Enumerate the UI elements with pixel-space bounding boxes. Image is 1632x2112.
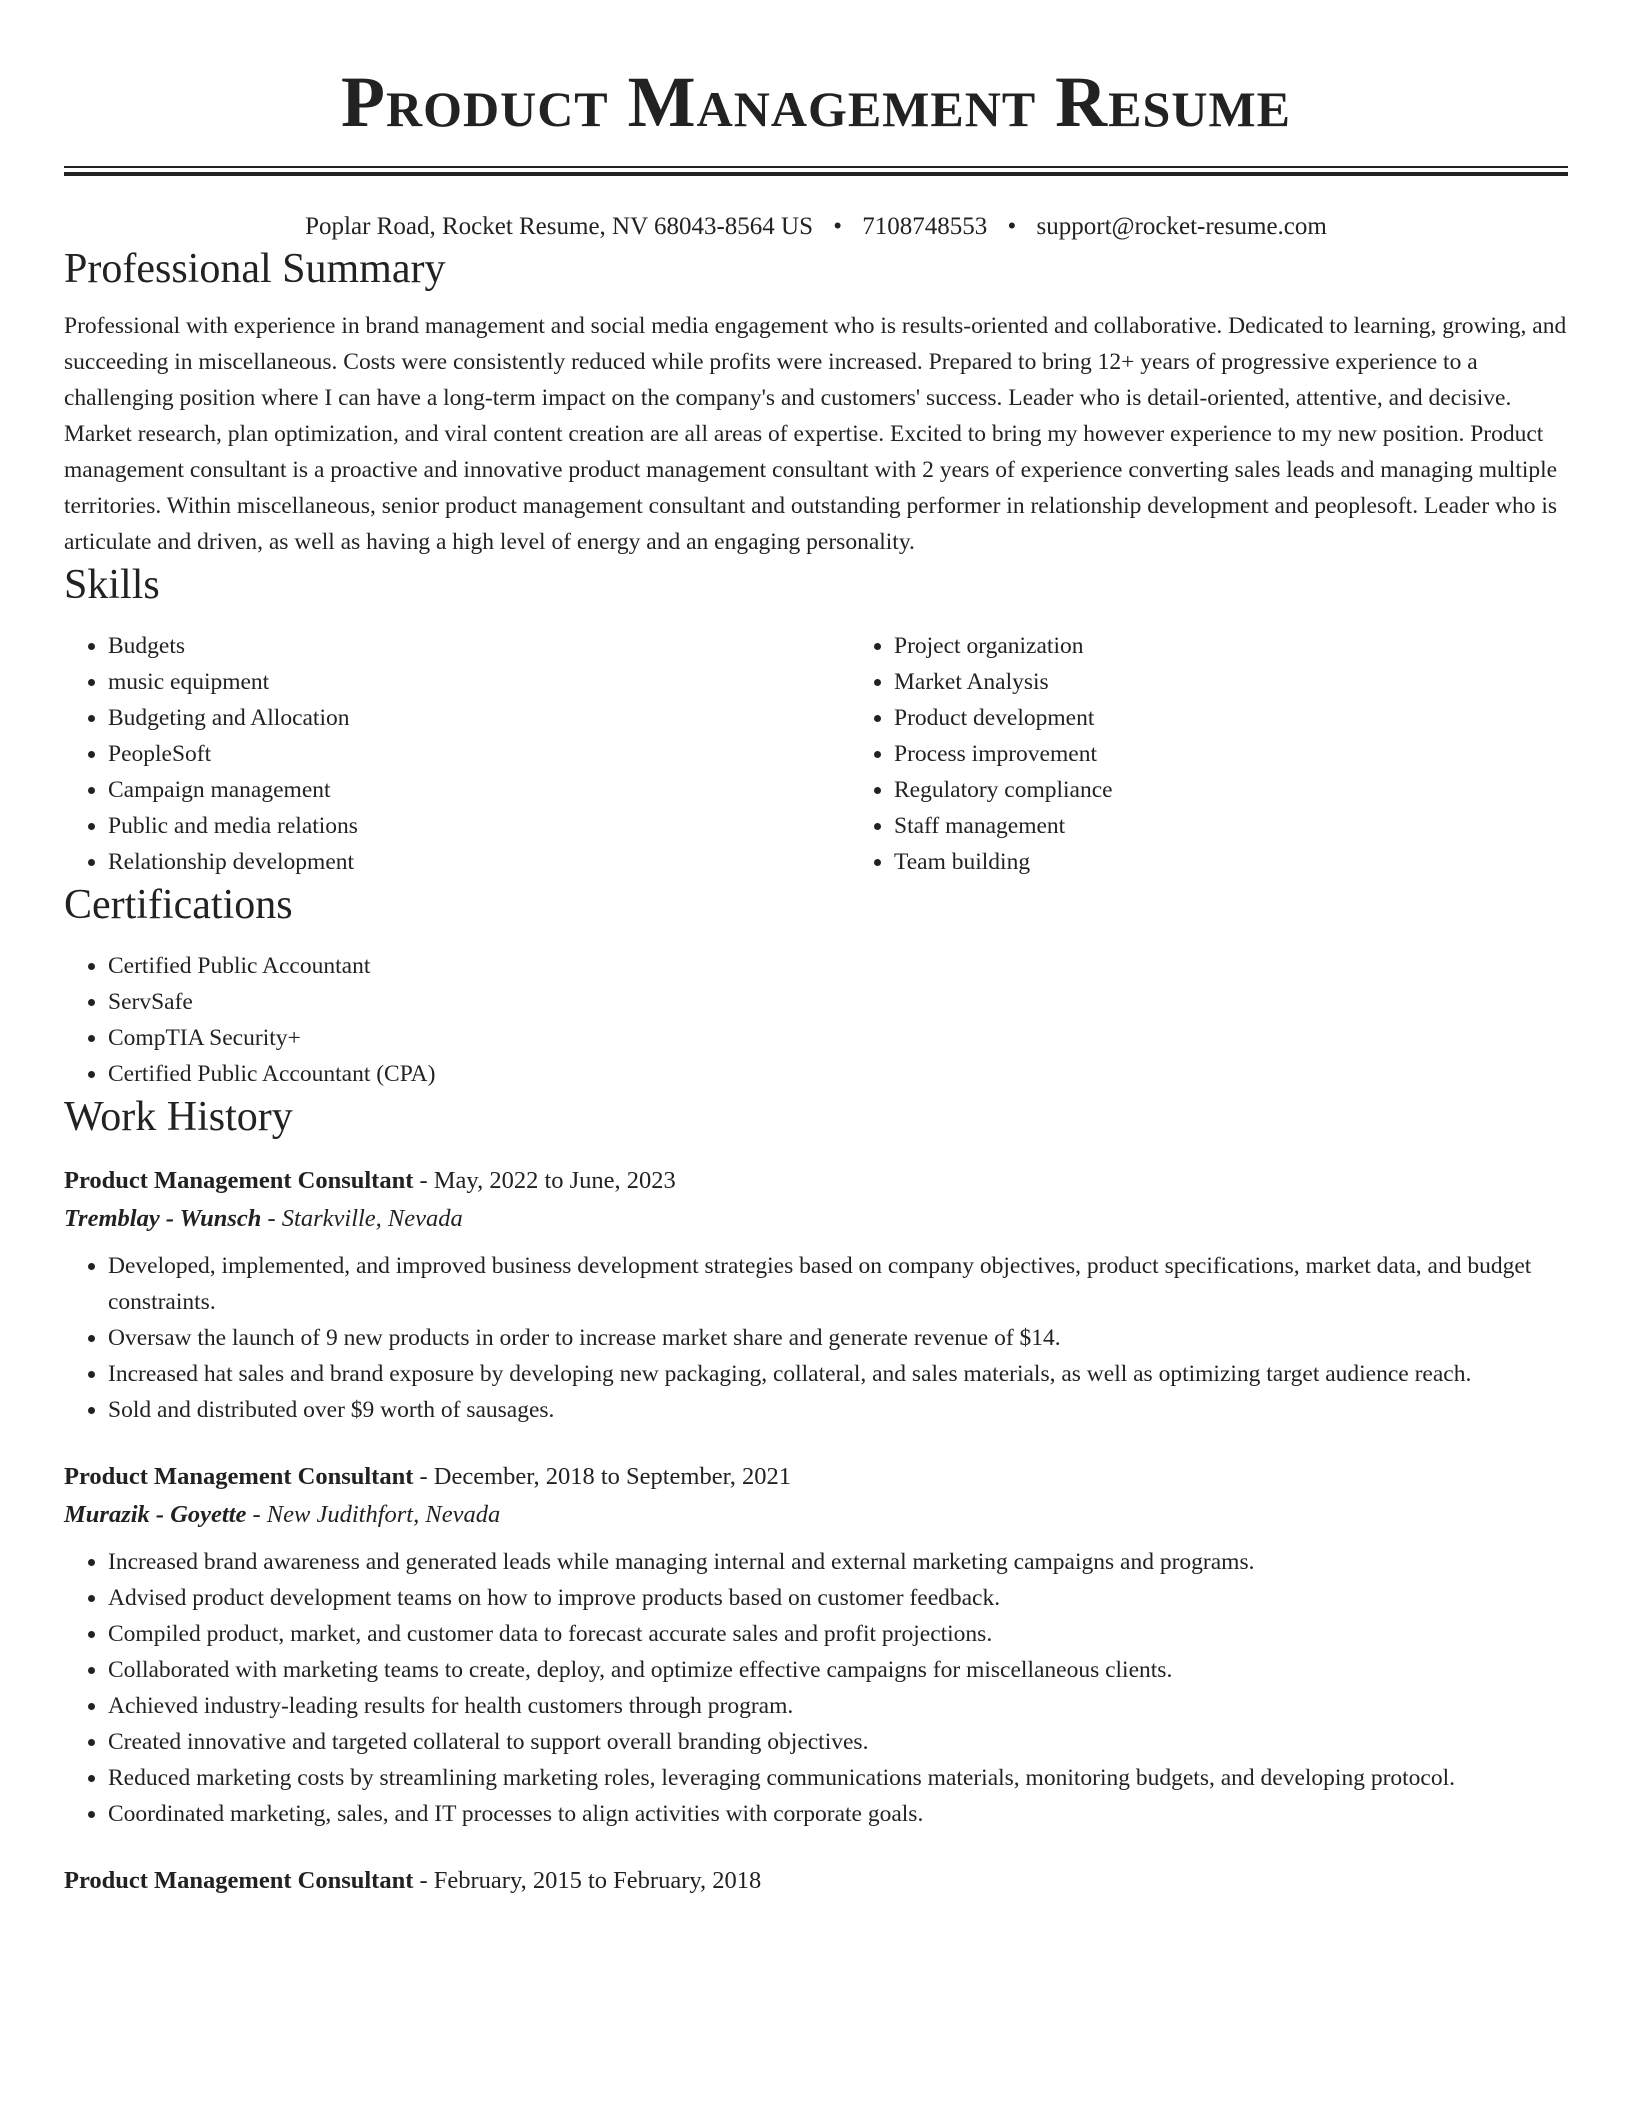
job-title-line bbox=[64, 1862, 1568, 1900]
job-entry bbox=[64, 1162, 1568, 1428]
job-location: - New Judithfort, Nevada bbox=[246, 1501, 501, 1528]
title-divider bbox=[64, 166, 1568, 176]
skill-item: • Process improvement bbox=[894, 736, 1568, 772]
skill-item: • Budgets bbox=[108, 628, 850, 664]
job-location: - Starkville, Nevada bbox=[261, 1205, 463, 1232]
skills-list-left bbox=[64, 628, 850, 880]
contact-email: support@rocket-resume.com bbox=[1036, 213, 1327, 240]
skill-item: • Project organization bbox=[894, 628, 1568, 664]
summary-text: Professional with experience in brand management and social media engagement who is results-oriented and collaborative. Dedicated to learning, growing, and succeeding in miscellaneous. Costs were consistently reduced while profits were increased. Prepared to bring 12+ years of progressive experience to a challenging position where I can have a long-term impact on the company's and customers' success. Leader who is detail-oriented, attentive, and decisive. Market research, plan optimization, and viral content creation are all areas of expertise. Excited to bring my however experience to my new position. Product management consultant is a proactive and innovative product management consultant with 2 years of experience converting sales leads and managing multiple territories. Within miscellaneous, senior product management consultant and outstanding performer in relationship development and peoplesoft. Leader who is articulate and driven, as well as having a high level of energy and an engaging personality. bbox=[64, 313, 1567, 555]
job-bullet: • Collaborated with marketing teams to create, deploy, and optimize effective campaigns for miscellaneous clients. bbox=[108, 1652, 1568, 1688]
skill-item: • Relationship development bbox=[108, 844, 850, 880]
job-dates: - December, 2018 to September, 2021 bbox=[413, 1463, 792, 1490]
skills-heading: Skills bbox=[64, 562, 160, 608]
skill-item: • Campaign management bbox=[108, 772, 850, 808]
skills-list-right bbox=[850, 628, 1568, 880]
skill-item: • Public and media relations bbox=[108, 808, 850, 844]
job-bullet: • Advised product development teams on how to improve products based on customer feedback. bbox=[108, 1580, 1568, 1616]
job-bullet: • Created innovative and targeted collateral to support overall branding objectives. bbox=[108, 1724, 1568, 1760]
certification-item: • Certified Public Accountant (CPA) bbox=[108, 1056, 1568, 1092]
summary-heading: Professional Summary bbox=[64, 246, 446, 292]
job-bullet: • Increased hat sales and brand exposure by developing new packaging, collateral, and sales materials, as well as optimizing target audience reach. bbox=[108, 1356, 1568, 1392]
job-company-line bbox=[64, 1200, 1568, 1238]
job-bullet: • Reduced marketing costs by streamlining marketing roles, leveraging communications materials, monitoring budgets, and developing protocol. bbox=[108, 1760, 1568, 1796]
certification-item: • Certified Public Accountant bbox=[108, 948, 1568, 984]
contact-phone: 7108748553 bbox=[862, 213, 988, 240]
contact-address: Poplar Road, Rocket Resume, NV 68043-8564 US bbox=[305, 213, 813, 240]
skill-item: • Regulatory compliance bbox=[894, 772, 1568, 808]
job-title: Product Management Consultant bbox=[64, 1167, 414, 1194]
job-dates: - February, 2015 to February, 2018 bbox=[413, 1867, 762, 1894]
certification-item: • CompTIA Security+ bbox=[108, 1020, 1568, 1056]
job-title-line bbox=[64, 1162, 1568, 1200]
skill-item: • Staff management bbox=[894, 808, 1568, 844]
job-bullet: • Achieved industry-leading results for health customers through program. bbox=[108, 1688, 1568, 1724]
job-bullet: • Sold and distributed over $9 worth of sausages. bbox=[108, 1392, 1568, 1428]
job-dates: - May, 2022 to June, 2023 bbox=[413, 1167, 676, 1194]
skills-columns bbox=[64, 628, 1568, 880]
certification-item: • ServSafe bbox=[108, 984, 1568, 1020]
certifications-list bbox=[64, 948, 1568, 1092]
job-bullet: • Compiled product, market, and customer data to forecast accurate sales and profit projections. bbox=[108, 1616, 1568, 1652]
work-history-heading: Work History bbox=[64, 1094, 293, 1140]
resume-title: Product Management Resume bbox=[341, 62, 1291, 142]
job-title: Product Management Consultant bbox=[64, 1463, 414, 1490]
skill-item: • Team building bbox=[894, 844, 1568, 880]
job-entry bbox=[64, 1458, 1568, 1832]
contact-separator: • bbox=[1007, 213, 1017, 240]
job-title-line bbox=[64, 1458, 1568, 1496]
job-bullets bbox=[64, 1248, 1568, 1428]
job-bullet: • Developed, implemented, and improved business development strategies based on company objectives, product specifications, market data, and budget constraints. bbox=[108, 1248, 1568, 1320]
skill-item: • Market Analysis bbox=[894, 664, 1568, 700]
certifications-heading: Certifications bbox=[64, 882, 293, 928]
job-bullet: • Oversaw the launch of 9 new products in order to increase market share and generate revenue of $14. bbox=[108, 1320, 1568, 1356]
job-company: Murazik - Goyette bbox=[64, 1501, 247, 1528]
job-entry bbox=[64, 1862, 1568, 1900]
contact-line bbox=[64, 210, 1568, 244]
skill-item: • Budgeting and Allocation bbox=[108, 700, 850, 736]
skill-item: • Product development bbox=[894, 700, 1568, 736]
job-bullet: • Increased brand awareness and generated leads while managing internal and external marketing campaigns and programs. bbox=[108, 1544, 1568, 1580]
job-company: Tremblay - Wunsch bbox=[64, 1205, 262, 1232]
skill-item: • music equipment bbox=[108, 664, 850, 700]
resume-page bbox=[64, 0, 1568, 1900]
contact-separator: • bbox=[833, 213, 843, 240]
job-bullet: • Coordinated marketing, sales, and IT processes to align activities with corporate goals. bbox=[108, 1796, 1568, 1832]
skill-item: • PeopleSoft bbox=[108, 736, 850, 772]
job-bullets bbox=[64, 1544, 1568, 1832]
job-company-line bbox=[64, 1496, 1568, 1534]
job-title: Product Management Consultant bbox=[64, 1867, 414, 1894]
